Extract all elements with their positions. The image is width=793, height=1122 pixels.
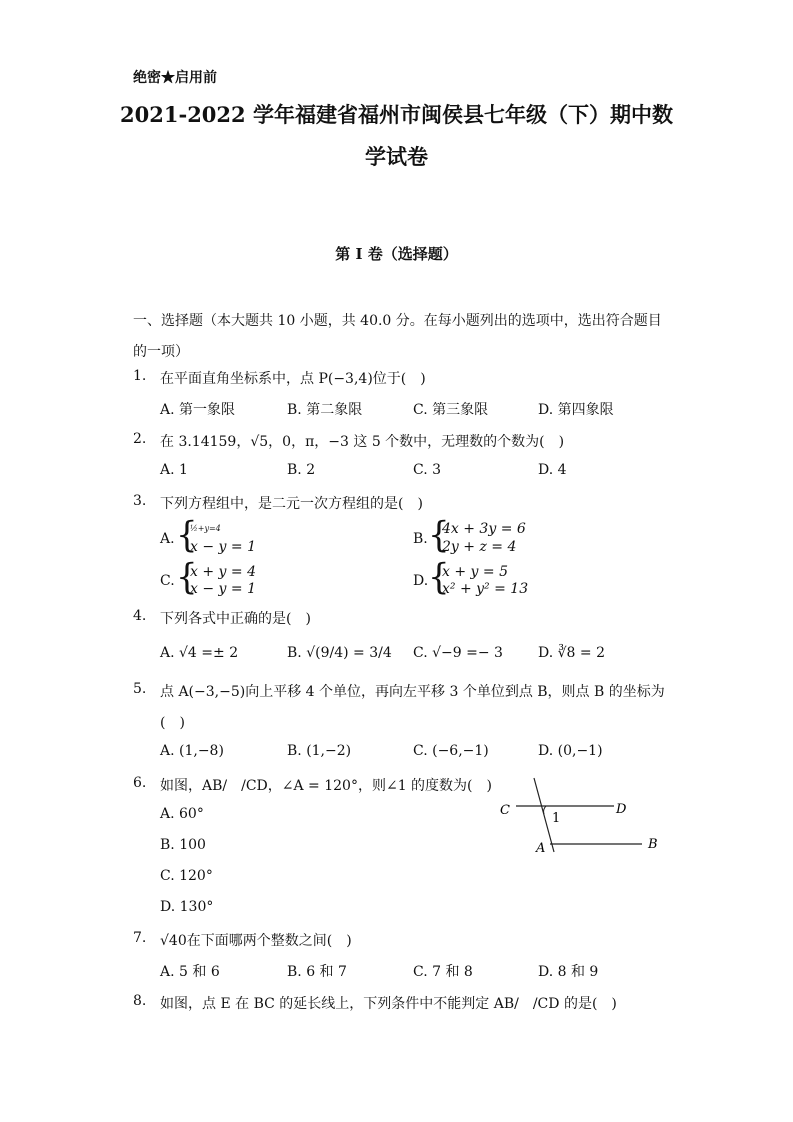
question-text: 下列各式中正确的是( ) [160, 611, 311, 627]
option-d: D. 4 [538, 462, 567, 478]
question-number: 4. [133, 608, 147, 624]
option-a: A. 60° [160, 806, 204, 822]
option-c: C. (−6,−1) [413, 743, 489, 759]
option-c: C. 7 和 8 [413, 964, 473, 980]
question-text: 下列方程组中，是二元一次方程组的是( ) [160, 496, 423, 512]
label-d: D [616, 802, 627, 817]
option-c: C. 3 [413, 462, 442, 478]
option-d: D. [413, 573, 429, 589]
question-text-continued: ( ) [160, 715, 185, 731]
option-a: A. 1 [160, 462, 188, 478]
option-c: C. 120° [160, 868, 213, 884]
option-c: C. [160, 573, 175, 589]
option-b: B. (1,−2) [287, 743, 352, 759]
question-number: 7. [133, 930, 147, 946]
option-b: B. 6 和 7 [287, 964, 347, 980]
page-title-line1: 2021-2022 学年福建省福州市闽侯县七年级（下）期中数 [120, 102, 673, 127]
label-angle-1: 1 [552, 811, 561, 826]
brace-icon: { [428, 556, 450, 598]
option-c: C. 第三象限 [413, 402, 489, 418]
label-c: C [500, 803, 510, 818]
question-text: 如图，AB/ /CD，∠A = 120°，则∠1 的度数为( ) [160, 778, 492, 794]
option-d: D. 8 和 9 [538, 964, 599, 980]
option-b: B. [413, 531, 428, 547]
option-b: B. √(9/4) = 3/4 [287, 645, 392, 661]
equation: 2y + z = 4 [442, 539, 517, 555]
option-b: B. 2 [287, 462, 316, 478]
option-d: D. 130° [160, 899, 214, 915]
question-number: 3. [133, 493, 147, 509]
option-d: D. ∛8 = 2 [538, 645, 605, 661]
question-number: 8. [133, 993, 147, 1009]
question-text: 点 A(−3,−5)向上平移 4 个单位，再向左平移 3 个单位到点 B，则点 B 的坐标为 [160, 684, 665, 700]
label-b: B [648, 837, 658, 852]
page-title-line2: 学试卷 [365, 144, 428, 169]
option-a: A. 第一象限 [160, 402, 236, 418]
option-d: D. (0,−1) [538, 743, 603, 759]
equation: x + y = 5 [442, 564, 508, 580]
equation: x² + y² = 13 [442, 581, 529, 597]
option-b: B. 100 [160, 837, 206, 853]
option-a: A. √4 =± 2 [160, 645, 239, 661]
question-text: √40在下面哪两个整数之间( ) [160, 933, 352, 949]
brace-icon: { [176, 514, 198, 556]
option-a: A. (1,−8) [160, 743, 224, 759]
question-text: 在平面直角坐标系中，点 P(−3,4)位于( ) [160, 371, 426, 387]
question-text: 如图，点 E 在 BC 的延长线上，下列条件中不能判定 AB/ /CD 的是( ) [160, 996, 617, 1012]
part-heading: 第 I 卷（选择题） [335, 245, 458, 263]
brace-icon: { [176, 556, 198, 598]
option-d: D. 第四象限 [538, 402, 614, 418]
equation: ½+y=4 [190, 524, 221, 533]
question-number: 1. [133, 368, 147, 384]
label-a: A [536, 841, 546, 856]
option-b: B. 第二象限 [287, 402, 363, 418]
question-number: 6. [133, 775, 147, 791]
equation: 4x + 3y = 6 [442, 521, 526, 537]
question-number: 2. [133, 431, 147, 447]
secret-label: 绝密★启用前 [133, 70, 217, 86]
question-number: 5. [133, 681, 147, 697]
parallel-lines-figure [490, 770, 670, 860]
option-a: A. 5 和 6 [160, 964, 220, 980]
question-text: 在 3.14159，√5，0，π，−3 这 5 个数中，无理数的个数为( ) [160, 434, 565, 450]
equation: x − y = 1 [190, 581, 256, 597]
section-heading: 一、选择题（本大题共 10 小题，共 40.0 分。在每小题列出的选项中，选出符合题目的一项） [133, 313, 662, 360]
angle-arc [544, 806, 546, 814]
equation: x + y = 4 [190, 564, 256, 580]
equation: x − y = 1 [190, 539, 256, 555]
option-a: A. [160, 531, 175, 547]
brace-icon: { [428, 514, 450, 556]
option-c: C. √−9 =− 3 [413, 645, 503, 661]
